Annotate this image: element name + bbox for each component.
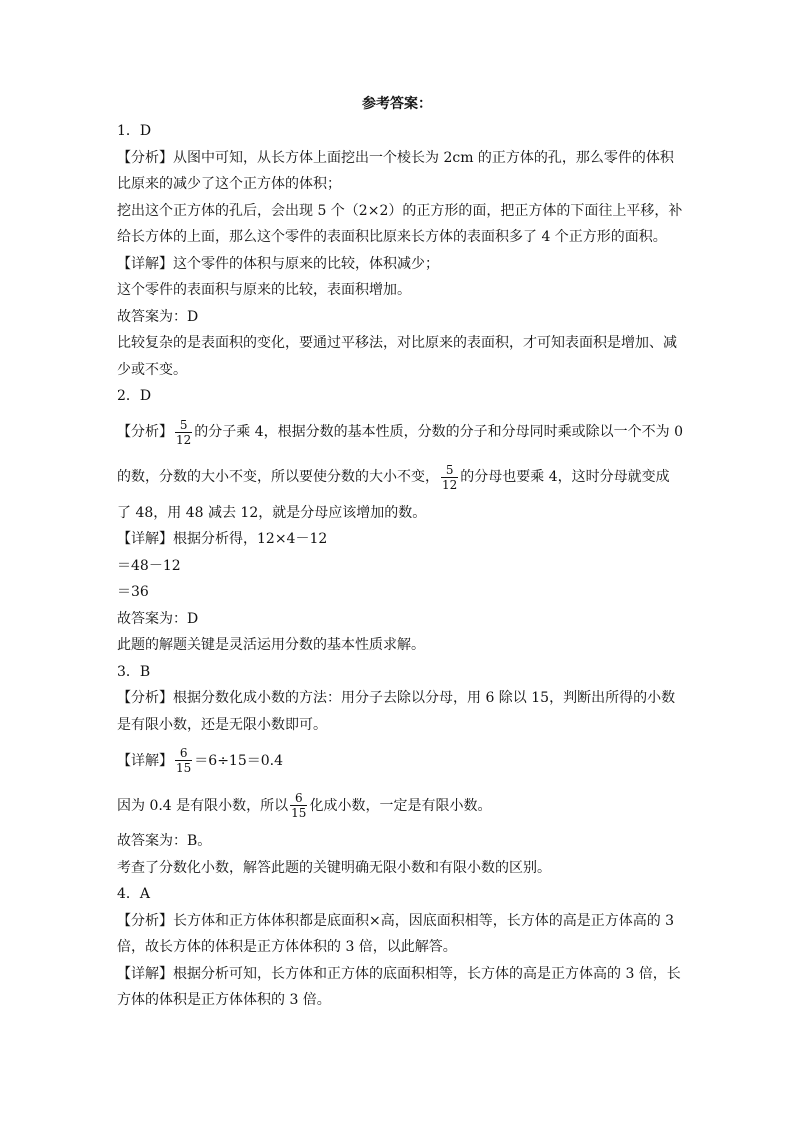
q1-analysis-line-2: 比原来的减少了这个正方体的体积； bbox=[117, 176, 341, 192]
q2-answer: 故答案为：D bbox=[117, 610, 199, 627]
fraction-numerator: 5 bbox=[179, 417, 188, 432]
q4-analysis-line-1: 【分析】长方体和正方体体积都是底面积×高，因底面积相等，长方体的高是正方体高的 3 bbox=[117, 912, 675, 929]
q2-analysis-line-3: 了 48，用 48 减去 12，就是分母应该增加的数。 bbox=[117, 504, 427, 521]
q3-answer: 故答案为：B。 bbox=[117, 833, 212, 849]
fraction-6-15 bbox=[290, 791, 307, 820]
q2-analysis-line-2 bbox=[117, 455, 677, 500]
q4-detail-line-1: 【详解】根据分析可知，长方体和正方体的底面积相等，长方体的高是正方体高的 3 倍，长 bbox=[117, 965, 681, 982]
q3-analysis-line-2: 是有限小数，还是无限小数即可。 bbox=[117, 716, 327, 733]
q1-comment-line-2: 少或不变。 bbox=[117, 361, 187, 378]
q2-detail-line-2: ＝48－12 bbox=[117, 557, 181, 574]
q2-analysis-line-1 bbox=[117, 410, 683, 455]
q1-detail-line-1: 【详解】这个零件的体积与原来的比较，体积减少； bbox=[117, 255, 439, 272]
q4-analysis-line-2: 倍，故长方体的体积是正方体体积的 3 倍，以此解答。 bbox=[117, 939, 457, 955]
q1-answer: 故答案为：D bbox=[117, 308, 199, 325]
q2-analysis-text-2a: 的数，分数的大小不变，所以要使分数的大小不变， bbox=[117, 469, 439, 485]
q1-analysis-line-4: 给长方体的上面，那么这个零件的表面积比原来长方体的表面积多了 4 个正方形的面积。 bbox=[117, 229, 667, 245]
fraction-5-12 bbox=[441, 463, 458, 492]
answer-page bbox=[117, 92, 683, 1014]
q1-comment-line-1: 比较复杂的是表面积的变化，要通过平移法，对比原来的表面积，才可知表面积是增加、减 bbox=[117, 335, 677, 351]
q1-number: 1．D bbox=[117, 123, 152, 139]
q3-comment: 考查了分数化小数，解答此题的关键明确无限小数和有限小数的区别。 bbox=[117, 859, 551, 876]
q1-analysis-line-3: 挖出这个正方体的孔后，会出现 5 个（2×2）的正方形的面，把正方体的下面往上平移，补 bbox=[117, 202, 683, 219]
q3-detail-tag: 【详解】 bbox=[117, 752, 173, 769]
q1-detail-line-2: 这个零件的表面积与原来的比较，表面积增加。 bbox=[117, 282, 411, 298]
q2-detail-line-3: ＝36 bbox=[117, 584, 149, 600]
fraction-numerator: 5 bbox=[445, 462, 454, 477]
q2-detail-line-1: 【详解】根据分析得，12×4－12 bbox=[117, 531, 328, 547]
fraction-denominator: 12 bbox=[442, 477, 458, 492]
fraction-denominator: 12 bbox=[176, 432, 192, 447]
fraction-6-15 bbox=[175, 746, 192, 775]
q2-analysis-text-1: 的分子乘 4，根据分数的基本性质，分数的分子和分母同时乘或除以一个不为 0 bbox=[194, 424, 683, 440]
q3-detail-text-2b: 化成小数，一定是有限小数。 bbox=[309, 797, 492, 814]
fraction-numerator: 6 bbox=[179, 746, 188, 760]
q1-analysis-line-1: 【分析】从图中可知，从长方体上面挖出一个棱长为 2cm 的正方体的孔，那么零件的体积 bbox=[117, 149, 674, 166]
fraction-5-12 bbox=[175, 418, 192, 447]
q3-analysis-line-1: 【分析】根据分数化成小数的方法：用分子去除以分母，用 6 除以 15，判断出所得的小数 bbox=[117, 690, 676, 706]
q3-detail-line-2 bbox=[117, 783, 677, 828]
q4-detail-line-2: 方体的体积是正方体体积的 3 倍。 bbox=[117, 992, 331, 1008]
q2-analysis-tag: 【分析】 bbox=[117, 424, 173, 440]
q3-detail-text-1: ＝6÷15＝0.4 bbox=[194, 752, 283, 769]
fraction-denominator: 15 bbox=[176, 761, 192, 775]
q2-analysis-text-2b: 的分母也要乘 4，这时分母就变成 bbox=[460, 469, 670, 485]
q3-detail-line-1 bbox=[117, 738, 677, 783]
q2-number: 2．D bbox=[117, 388, 152, 404]
fraction-denominator: 15 bbox=[291, 806, 307, 820]
q4-number: 4．A bbox=[117, 886, 151, 902]
fraction-numerator: 6 bbox=[294, 791, 303, 805]
q2-comment: 此题的解题关键是灵活运用分数的基本性质求解。 bbox=[117, 637, 425, 653]
q3-number: 3．B bbox=[117, 663, 151, 680]
q3-detail-text-2a: 因为 0.4 是有限小数，所以 bbox=[117, 797, 289, 814]
page-title: 参考答案： bbox=[362, 96, 432, 112]
